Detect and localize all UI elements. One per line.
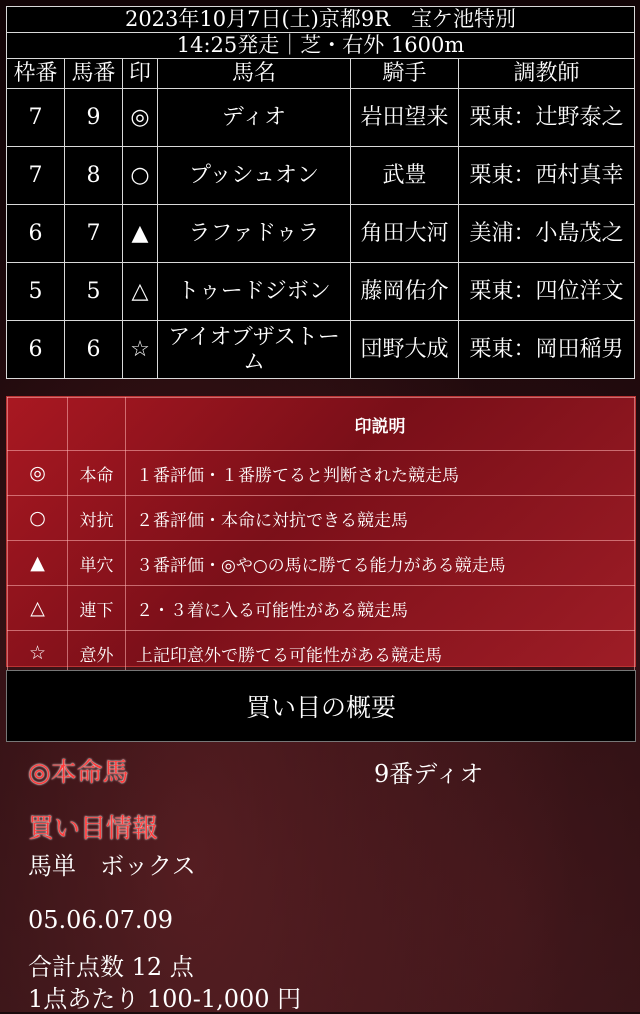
horse-name-cell: ディオ	[158, 89, 351, 147]
summary-heading: 買い目の概要	[6, 670, 636, 742]
legend-label: 連下	[68, 586, 126, 631]
trainer-cell: 栗東：西村真幸	[459, 147, 635, 205]
column-header-horse: 馬名	[158, 59, 351, 89]
mark-legend-panel	[6, 396, 636, 667]
column-header-mark: 印	[123, 59, 158, 89]
column-header-waku: 枠番	[7, 59, 65, 89]
legend-header-blank	[8, 398, 68, 451]
waku-cell: 6	[7, 321, 65, 379]
filled-triangle-icon: ▲	[8, 541, 68, 586]
horse-name-cell: トゥードジボン	[158, 263, 351, 321]
column-header-trainer: 調教師	[459, 59, 635, 89]
trainer-cell: 栗東：岡田稲男	[459, 321, 635, 379]
mark-cell: △	[123, 263, 158, 321]
bet-type: 馬単 ボックス	[28, 852, 196, 880]
jockey-cell: 藤岡佑介	[351, 263, 459, 321]
umaban-cell: 6	[65, 321, 123, 379]
honmei-horse: 9番ディオ	[374, 760, 484, 788]
legend-description: ２・３着に入る可能性がある競走馬	[126, 586, 635, 631]
table-row	[7, 205, 635, 263]
legend-description: ２番評価・本命に対抗できる競走馬	[126, 496, 635, 541]
legend-row	[8, 631, 635, 676]
jockey-cell: 岩田望来	[351, 89, 459, 147]
legend-row	[8, 451, 635, 496]
legend-header-blank	[68, 398, 126, 451]
honmei-label: ◎本命馬	[28, 758, 129, 788]
mark-cell: ○	[123, 147, 158, 205]
table-row	[7, 89, 635, 147]
legend-row	[8, 541, 635, 586]
legend-description: 上記印意外で勝てる可能性がある競走馬	[126, 631, 635, 676]
stake-per-point: 1点あたり 100-1,000 円	[28, 985, 302, 1013]
legend-label: 本命	[68, 451, 126, 496]
jockey-cell: 角田大河	[351, 205, 459, 263]
triangle-icon: △	[8, 586, 68, 631]
column-header-umaban: 馬番	[65, 59, 123, 89]
table-row	[7, 263, 635, 321]
umaban-cell: 5	[65, 263, 123, 321]
legend-title: 印説明	[126, 398, 635, 451]
umaban-cell: 7	[65, 205, 123, 263]
horse-name-cell: ラファドゥラ	[158, 205, 351, 263]
trainer-cell: 栗東：辻野泰之	[459, 89, 635, 147]
race-title: 2023年10月7日(土)京都9R 宝ケ池特別	[7, 7, 635, 33]
mark-cell: ◎	[123, 89, 158, 147]
waku-cell: 7	[7, 147, 65, 205]
legend-description: １番評価・１番勝てると判断された競走馬	[126, 451, 635, 496]
mark-cell: ☆	[123, 321, 158, 379]
legend-label: 対抗	[68, 496, 126, 541]
waku-cell: 5	[7, 263, 65, 321]
umaban-cell: 8	[65, 147, 123, 205]
legend-row	[8, 496, 635, 541]
jockey-cell: 団野大成	[351, 321, 459, 379]
legend-label: 単穴	[68, 541, 126, 586]
umaban-cell: 9	[65, 89, 123, 147]
trainer-cell: 栗東：四位洋文	[459, 263, 635, 321]
waku-cell: 6	[7, 205, 65, 263]
table-row	[7, 321, 635, 379]
table-row	[7, 147, 635, 205]
bet-info-label: 買い目情報	[28, 814, 159, 844]
jockey-cell: 武豊	[351, 147, 459, 205]
circle-icon: ○	[8, 496, 68, 541]
trainer-cell: 美浦：小島茂之	[459, 205, 635, 263]
race-table	[6, 6, 635, 379]
legend-row	[8, 586, 635, 631]
total-points: 合計点数 12 点	[28, 953, 194, 981]
waku-cell: 7	[7, 89, 65, 147]
legend-label: 意外	[68, 631, 126, 676]
star-icon: ☆	[8, 631, 68, 676]
race-subtitle: 14:25発走｜芝・右外 1600m	[7, 33, 635, 59]
bet-numbers: 05.06.07.09	[28, 906, 174, 934]
summary-body	[6, 742, 634, 1012]
horse-name-cell: プッシュオン	[158, 147, 351, 205]
double-circle-icon: ◎	[8, 451, 68, 496]
mark-cell: ▲	[123, 205, 158, 263]
horse-name-cell: アイオブザストーム	[158, 321, 351, 379]
column-header-jockey: 騎手	[351, 59, 459, 89]
legend-description: ３番評価・◎や○の馬に勝てる能力がある競走馬	[126, 541, 635, 586]
